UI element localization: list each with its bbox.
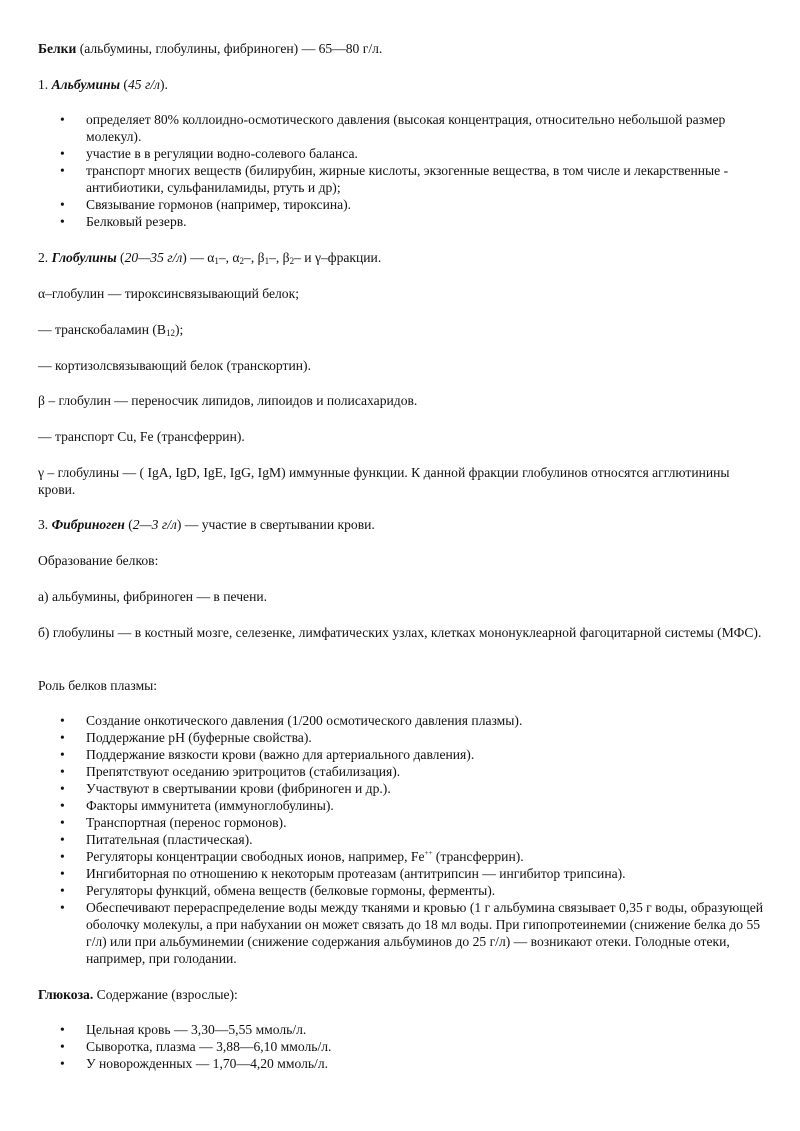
list-item-text: Ингибиторная по отношению к некоторым протеазам (антитрипсин — ингибитор трипсина). — [86, 866, 626, 881]
list-item-text: транспорт многих веществ (билирубин, жирные кислоты, экзогенные вещества, в том числе и лекарственные - антибиотики, сульфаниламиды, ртуть и др); — [86, 163, 729, 195]
list-item-text: У новорожденных — 1,70—4,20 ммоль/л. — [86, 1056, 329, 1071]
globulin-number: 2. — [38, 250, 52, 265]
alpha-symbol: α — [232, 250, 240, 265]
fibrinogen-heading — [38, 516, 764, 533]
bullet: • — [60, 197, 65, 212]
albumin-paren-close: ). — [159, 77, 168, 92]
bullet: • — [60, 832, 65, 847]
subscript: 12 — [165, 328, 175, 338]
proteins-heading — [38, 40, 764, 57]
bullet: • — [60, 900, 65, 915]
bullet: • — [60, 1039, 65, 1054]
list-item-text: Факторы иммунитета (иммуноглобулины). — [86, 798, 334, 813]
list-item-text: Связывание гормонов (например, тироксина). — [86, 197, 352, 212]
bullet: • — [60, 1022, 65, 1037]
list-item — [0, 746, 770, 763]
albumin-name: Альбумины — [51, 77, 121, 92]
bullet: • — [60, 146, 65, 161]
glucose-list — [0, 1021, 770, 1072]
separator: –, — [244, 250, 258, 265]
gamma-globulin-line: γ – глобулины — ( IgA, IgD, IgE, IgG, IgM) иммунные функции. К данной фракции глобулинов относятся агглютинины крови. — [38, 465, 730, 497]
transcobalamin-text: — транскобаламин (B — [38, 322, 166, 337]
list-item-text: Создание онкотического давления (1/200 осмотического давления плазмы). — [86, 713, 523, 728]
list-item — [0, 780, 770, 797]
list-item — [0, 848, 770, 865]
globulin-concentration: 20—35 г/л — [124, 250, 183, 265]
formation-a: а) альбумины, фибриноген — в печени. — [38, 589, 268, 604]
bullet: • — [60, 798, 65, 813]
bullet: • — [60, 730, 65, 745]
list-item — [0, 1021, 770, 1038]
formation-heading: Образование белков: — [38, 553, 159, 568]
separator: – и — [294, 250, 315, 265]
albumin-heading — [38, 76, 764, 93]
bullet: • — [60, 781, 65, 796]
proteins-heading-text: (альбумины, глобулины, фибриноген) — 65—80 г/л. — [76, 41, 383, 56]
list-item — [0, 763, 770, 780]
list-item-text: Цельная кровь — 3,30—5,55 ммоль/л. — [86, 1022, 307, 1037]
list-item — [0, 162, 770, 196]
list-item — [0, 865, 770, 882]
list-item — [0, 1055, 770, 1072]
list-item-text: Препятствуют оседанию эритроцитов (стабилизация). — [86, 764, 401, 779]
list-item — [0, 831, 770, 848]
superscript: ++ — [424, 849, 433, 857]
separator: –, — [269, 250, 283, 265]
gamma-symbol: γ — [314, 250, 321, 265]
bullet: • — [60, 214, 65, 229]
list-item-text: Питательная (пластическая). — [86, 832, 253, 847]
globulin-paren-close: ) — — [182, 250, 208, 265]
formation-b: б) глобулины — в костный мозге, селезенке, лимфатических узлах, клетках мононуклеарной фагоцитарной системы (МФС). — [38, 625, 762, 640]
fibrinogen-name: Фибриноген — [51, 517, 125, 532]
list-item — [0, 899, 770, 967]
fibrinogen-number: 3. — [38, 517, 52, 532]
list-item-text: Транспортная (перенос гормонов). — [86, 815, 287, 830]
fibrinogen-concentration: 2—3 г/л — [132, 517, 177, 532]
albumin-list — [0, 111, 770, 230]
subscript: 2 — [289, 256, 295, 266]
bullet: • — [60, 713, 65, 728]
role-heading: Роль белков плазмы: — [38, 678, 158, 693]
proteins-title: Белки — [38, 41, 77, 56]
role-list — [0, 712, 770, 967]
transcobalamin-end: ); — [174, 322, 184, 337]
subscript: 1 — [214, 256, 219, 266]
separator: –, — [218, 250, 233, 265]
transport-line: — транспорт Cu, Fe (трансферрин). — [38, 429, 245, 444]
cortisol-line: — кортизолсвязывающий белок (транскортин). — [38, 358, 311, 373]
glucose-heading-text: Содержание (взрослые): — [93, 987, 238, 1002]
list-item-text: Поддержание pH (буферные свойства). — [86, 730, 312, 745]
bullet: • — [60, 1056, 65, 1071]
fibrinogen-paren-open: ( — [124, 517, 133, 532]
list-item — [0, 797, 770, 814]
list-item-text: Регуляторы концентрации свободных ионов, например, Fe — [86, 849, 425, 864]
bullet: • — [60, 764, 65, 779]
glucose-heading — [38, 986, 764, 1003]
bullet: • — [60, 112, 65, 127]
list-item-text: Обеспечивают перераспределение воды между тканями и кровью (1 г альбумина связывает 0,35 г воды, образующей оболочку молекулы, а при набухании он может связать до 18 мл воды. При гипопротеинемии (снижение белка до 55 г/л) или при альбуминемии (снижение содержания альбуминов до 25 г/л) — возникают отеки. Голодные отеки, например, при голодании. — [86, 900, 764, 966]
list-item-text: Белковый резерв. — [86, 214, 187, 229]
glucose-title: Глюкоза. — [38, 987, 94, 1002]
beta-symbol: β — [282, 250, 290, 265]
bullet: • — [60, 883, 65, 898]
list-item — [0, 882, 770, 899]
list-item — [0, 712, 770, 729]
bullet: • — [60, 747, 65, 762]
list-item — [0, 213, 770, 230]
albumin-paren-open: ( — [120, 77, 128, 92]
list-item — [0, 196, 770, 213]
list-item-text: Участвуют в свертывании крови (фибриноген и др.). — [86, 781, 391, 796]
alpha-symbol: α — [207, 250, 215, 265]
list-item-text-end: (трансферрин). — [432, 849, 524, 864]
transcobalamin-line — [38, 321, 764, 338]
fibrinogen-text: ) — участие в свертывании крови. — [176, 517, 375, 532]
subscript: 1 — [264, 256, 270, 266]
list-item — [0, 729, 770, 746]
list-item — [0, 814, 770, 831]
list-item-text: определяет 80% коллоидно-осмотического давления (высокая концентрация, относительно небольшой размер молекул). — [86, 112, 726, 144]
bullet: • — [60, 815, 65, 830]
list-item — [0, 145, 770, 162]
list-item-text: Поддержание вязкости крови (важно для артериального давления). — [86, 747, 475, 762]
globulin-paren-open: ( — [116, 250, 125, 265]
albumin-number: 1. — [38, 77, 52, 92]
list-item-text: Регуляторы функций, обмена веществ (белковые гормоны, ферменты). — [86, 883, 496, 898]
list-item-text: участие в в регуляции водно-солевого баланса. — [86, 146, 358, 161]
bullet: • — [60, 866, 65, 881]
list-item — [0, 1038, 770, 1055]
albumin-concentration: 45 г/л — [127, 77, 160, 92]
beta-symbol: β — [257, 250, 265, 265]
list-item — [0, 111, 770, 145]
list-item-text: Сыворотка, плазма — 3,88—6,10 ммоль/л. — [86, 1039, 332, 1054]
beta-globulin-line: β – глобулин — переносчик липидов, липоидов и полисахаридов. — [38, 393, 418, 408]
alpha-globulin-line: α–глобулин — тироксинсвязывающий белок; — [38, 286, 299, 301]
globulin-heading — [38, 249, 764, 266]
bullet: • — [60, 849, 65, 864]
bullet: • — [60, 163, 65, 178]
fractions-text: –фракции. — [320, 250, 382, 265]
globulin-name: Глобулины — [51, 250, 117, 265]
subscript: 2 — [239, 256, 245, 266]
